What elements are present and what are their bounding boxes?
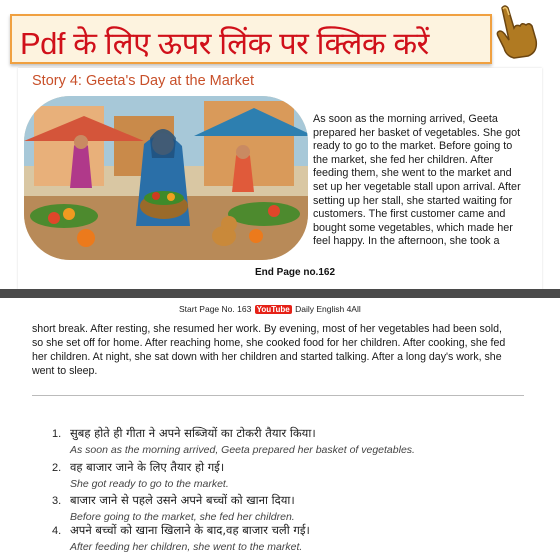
story-paragraph-page163: short break. After resting, she resumed her work. By evening, most of her vegetables had been sold, so she set off for home. After reaching home, she cooked food for her children. After cooking, she fed her children. At night, she sat down with her children and started talking. After a long day's work, she went to sleep. bbox=[32, 323, 506, 377]
pdf-link-banner[interactable] bbox=[10, 14, 492, 64]
hindi-sentence: अपने बच्चों को खाना खिलाने के बाद,वह बाजार चली गई। bbox=[70, 523, 310, 537]
start-page-label: Start Page No. 163 bbox=[179, 304, 252, 314]
banner-text[interactable] bbox=[20, 22, 429, 64]
hindi-sentence: सुबह होते ही गीता ने अपने सब्जियों का टोकरी तैयार किया। bbox=[70, 426, 316, 440]
hindi-sentence: बाजार जाने से पहले उसने अपने बच्चों को खाना दिया। bbox=[70, 493, 295, 507]
pointing-hand-icon bbox=[488, 2, 544, 60]
english-translation: After feeding her children, she went to the market. bbox=[70, 541, 303, 553]
hindi-sentence: वह बाजार जाने के लिए तैयार हो गई। bbox=[70, 460, 225, 474]
english-translation: Before going to the market, she fed her children. bbox=[70, 511, 295, 523]
item-number: 2. bbox=[52, 462, 62, 474]
item-number: 4. bbox=[52, 525, 62, 537]
banner-label: Pdf के लिए ऊपर लिंक पर क्लिक करें bbox=[20, 26, 429, 61]
section-divider bbox=[32, 395, 524, 396]
end-page-label: End Page no.162 bbox=[255, 267, 336, 278]
youtube-logo-icon: YouTube bbox=[256, 305, 290, 314]
start-page-header bbox=[179, 304, 361, 314]
market-illustration bbox=[24, 96, 308, 260]
item-number: 3. bbox=[52, 495, 62, 507]
story-title: Story 4: Geeta's Day at the Market bbox=[32, 73, 254, 89]
story-paragraph-page162: As soon as the morning arrived, Geeta prepared her basket of vegetables. She got ready to go to the market. Before going to the market, she fed her children. After feeding them, she went to the market and set up her vegetable stall upon arrival. After setting up her stall, she started waiting for customers. The first customer came and bought some vegetables, which made her feel happy. In the afternoon, she took a bbox=[313, 113, 521, 248]
page-divider bbox=[0, 289, 560, 298]
english-translation: As soon as the morning arrived, Geeta prepared her basket of vegetables. bbox=[70, 444, 415, 456]
english-translation: She got ready to go to the market. bbox=[70, 478, 229, 490]
item-number: 1. bbox=[52, 428, 62, 440]
channel-name: Daily English 4All bbox=[295, 304, 361, 314]
